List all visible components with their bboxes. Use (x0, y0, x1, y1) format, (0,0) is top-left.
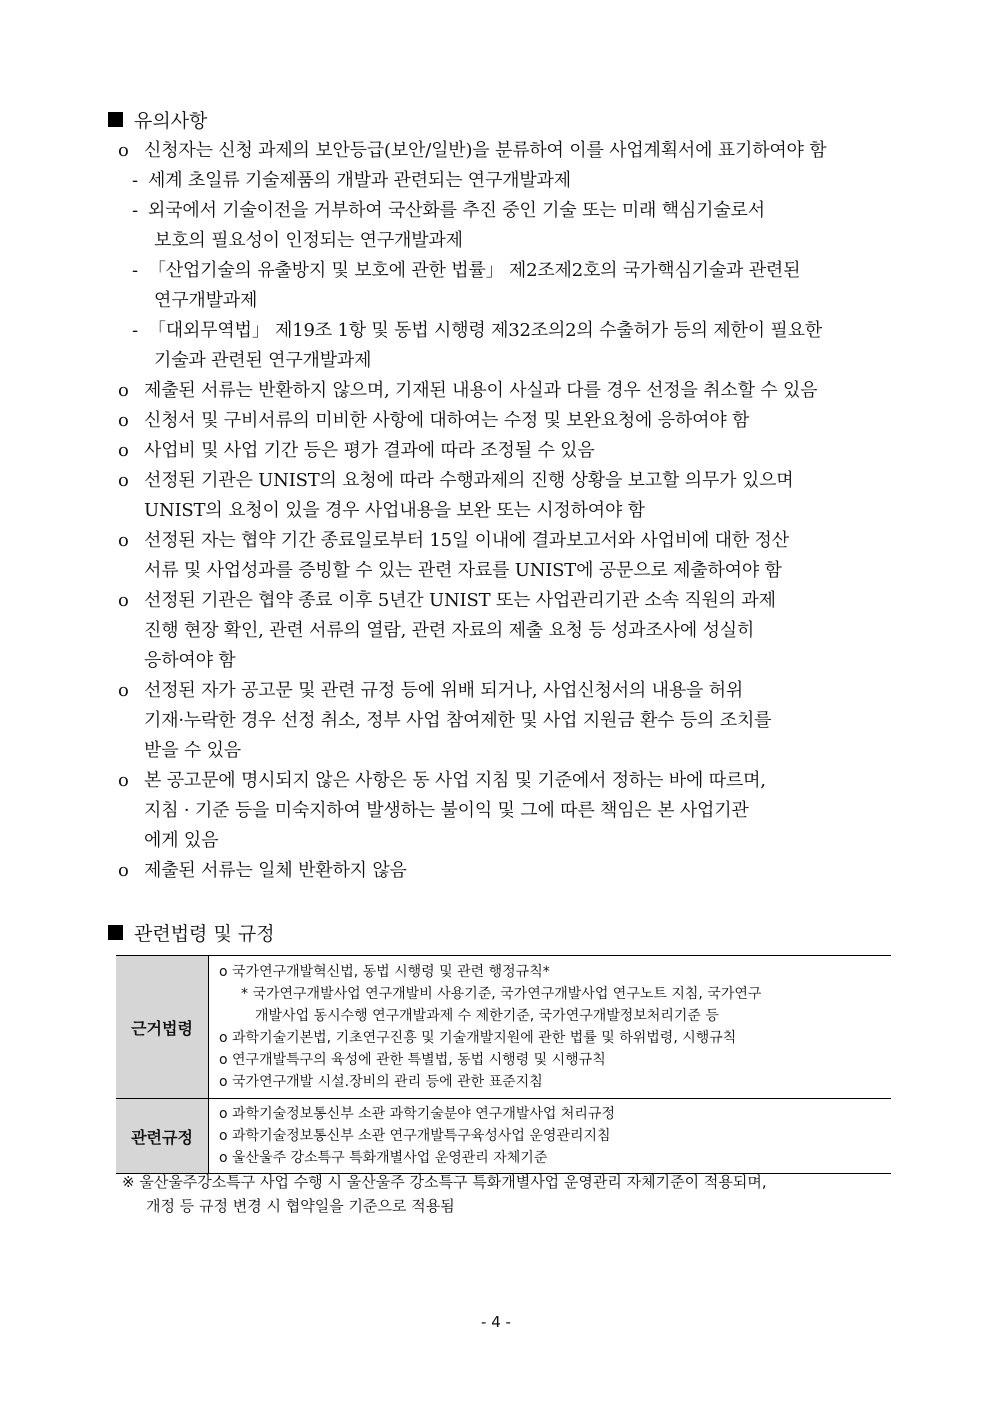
circle-bullet-item (118, 856, 407, 886)
list-item-text: 지침 · 기준 등을 미숙지하여 발생하는 불이익 및 그에 따른 책임은 본 사업기관 (144, 800, 749, 821)
list-item: o 국가연구개발혁신법, 동법 시행령 및 관련 행정규칙* (219, 964, 550, 980)
list-item-text: 신청자는 신청 과제의 보안등급(보안/일반)을 분류하여 이를 사업계획서에 표기하여야 함 (144, 140, 827, 161)
footnote-line: ※ 울산울주강소특구 사업 수행 시 울산울주 강소특구 특화개별사업 운영관리 자체기준이 적용되며, (122, 1173, 767, 1191)
list-item-text: 본 공고문에 명시되지 않은 사항은 동 사업 지침 및 기준에서 정하는 바에 따르며, (144, 770, 766, 791)
list-item: o 과학기술기본법, 기초연구진흥 및 기술개발지원에 관한 법률 및 하위법령, 시행규칙 (219, 1030, 737, 1046)
square-bullet-icon (108, 925, 123, 940)
dash-bullet-icon: - (132, 170, 138, 191)
notice-heading (108, 106, 207, 133)
list-item-text: 세계 초일류 기술제품의 개발과 관련되는 연구개발과제 (148, 170, 571, 191)
list-item-text: 서류 및 사업성과를 증빙할 수 있는 관련 자료를 UNIST에 공문으로 제출하여야 함 (144, 560, 782, 581)
list-item-text: 선정된 자가 공고문 및 관련 규정 등에 위배 되거나, 사업신청서의 내용을 허위 (144, 680, 744, 701)
list-item-continuation (154, 226, 463, 256)
circle-bullet-item (118, 526, 789, 556)
list-item-text: 기재·누락한 경우 선정 취소, 정부 사업 참여제한 및 사업 지원금 환수 등의 조치를 (144, 710, 772, 731)
list-item-continuation (144, 556, 782, 586)
list-item: o 국가연구개발 시설.장비의 관리 등에 관한 표준지침 (219, 1074, 543, 1090)
list-item: 개발사업 동시수행 연구개발과제 수 제한기준, 국가연구개발정보처리기준 등 (255, 1008, 719, 1024)
dash-bullet-icon: - (132, 260, 138, 281)
circle-bullet-icon: o (118, 590, 129, 611)
list-item-continuation (154, 346, 371, 376)
regulations-heading-text: 관련법령 및 규정 (134, 923, 275, 945)
circle-bullet-icon: o (118, 530, 129, 551)
square-bullet-icon (108, 112, 123, 127)
list-item-text: 제출된 서류는 반환하지 않으며, 기재된 내용이 사실과 다를 경우 선정을 취소할 수 있음 (144, 380, 818, 401)
regulations-table (116, 955, 891, 1174)
list-item-text: 제출된 서류는 일체 반환하지 않음 (144, 860, 407, 881)
list-item-continuation (154, 286, 257, 316)
regulations-heading (108, 919, 275, 946)
list-item: o 과학기술정보통신부 소관 연구개발특구육성사업 운영관리지침 (219, 1128, 611, 1144)
list-item-text: 외국에서 기술이전을 거부하여 국산화를 추진 중인 기술 또는 미래 핵심기술로서 (148, 200, 765, 221)
table-row (116, 956, 891, 1099)
list-item-continuation (144, 796, 749, 826)
dash-bullet-item (132, 196, 765, 226)
list-item-text: 연구개발과제 (154, 290, 258, 311)
dash-bullet-item (132, 256, 800, 286)
circle-bullet-item (118, 676, 743, 706)
list-item-text: 사업비 및 사업 기간 등은 평가 결과에 따라 조정될 수 있음 (144, 440, 595, 461)
row-label: 근거법령 (116, 956, 209, 1099)
list-item-continuation (144, 496, 645, 526)
list-item-text: 응하여야 함 (144, 650, 236, 671)
footnote-line: 개정 등 규정 변경 시 협약일을 기준으로 적용됨 (146, 1197, 455, 1215)
table-row (116, 1099, 891, 1174)
list-item-continuation (144, 826, 218, 856)
circle-bullet-icon: o (118, 470, 129, 491)
circle-bullet-icon: o (118, 860, 129, 881)
circle-bullet-icon: o (118, 770, 129, 791)
list-item: o 울산울주 강소특구 특화개별사업 운영관리 자체기준 (219, 1150, 548, 1166)
dash-bullet-item (132, 316, 822, 346)
list-item: o 연구개발특구의 육성에 관한 특별법, 동법 시행령 및 시행규칙 (219, 1052, 606, 1068)
list-item-continuation (144, 646, 235, 676)
circle-bullet-icon: o (118, 410, 129, 431)
dash-bullet-icon: - (132, 200, 138, 221)
dash-bullet-icon: - (132, 320, 138, 341)
list-item-text: 선정된 기관은 UNIST의 요청에 따라 수행과제의 진행 상황을 보고할 의무가 있으며 (144, 470, 794, 491)
circle-bullet-item (118, 586, 776, 616)
circle-bullet-icon: o (118, 680, 129, 701)
circle-bullet-icon: o (118, 140, 129, 161)
list-item-text: 신청서 및 구비서류의 미비한 사항에 대하여는 수정 및 보완요청에 응하여야 함 (144, 410, 750, 431)
list-item-text: 진행 현장 확인, 관련 서류의 열람, 관련 자료의 제출 요청 등 성과조사에 성실히 (144, 620, 755, 641)
list-item-text: 「산업기술의 유출방지 및 보호에 관한 법률」 제2조제2호의 국가핵심기술과 관련된 (148, 260, 801, 281)
row-body (209, 956, 892, 1099)
list-item: o 과학기술정보통신부 소관 과학기술분야 연구개발사업 처리규정 (219, 1106, 615, 1122)
notice-heading-text: 유의사항 (134, 110, 208, 132)
list-item-text: 선정된 자는 협약 기간 종료일로부터 15일 이내에 결과보고서와 사업비에 대한 정산 (144, 530, 789, 551)
list-item-text: UNIST의 요청이 있을 경우 사업내용을 보완 또는 시정하여야 함 (144, 500, 645, 521)
circle-bullet-item (118, 466, 793, 496)
circle-bullet-item (118, 136, 826, 166)
circle-bullet-item (118, 766, 766, 796)
circle-bullet-item (118, 406, 749, 436)
list-item-text: 선정된 기관은 협약 종료 이후 5년간 UNIST 또는 사업관리기관 소속 직원의 과제 (144, 590, 776, 611)
circle-bullet-icon: o (118, 380, 129, 401)
row-label: 관련규정 (116, 1099, 209, 1174)
list-item-continuation (144, 736, 241, 766)
list-item-continuation (144, 616, 754, 646)
list-item: * 국가연구개발사업 연구개발비 사용기준, 국가연구개발사업 연구노트 지침, 국가연구 (241, 986, 762, 1002)
list-item-text: 「대외무역법」 제19조 1항 및 동법 시행령 제32조의2의 수출허가 등의 제한이 필요한 (148, 320, 822, 341)
dash-bullet-item (132, 166, 571, 196)
list-item-text: 에게 있음 (144, 830, 219, 851)
list-item-text: 기술과 관련된 연구개발과제 (154, 350, 372, 371)
list-item-continuation (144, 706, 771, 736)
circle-bullet-icon: o (118, 440, 129, 461)
circle-bullet-item (118, 376, 817, 406)
circle-bullet-item (118, 436, 595, 466)
list-item-text: 보호의 필요성이 인정되는 연구개발과제 (154, 230, 463, 251)
row-body (209, 1099, 892, 1174)
page-number: - 4 - (481, 1313, 511, 1331)
list-item-text: 받을 수 있음 (144, 740, 241, 761)
